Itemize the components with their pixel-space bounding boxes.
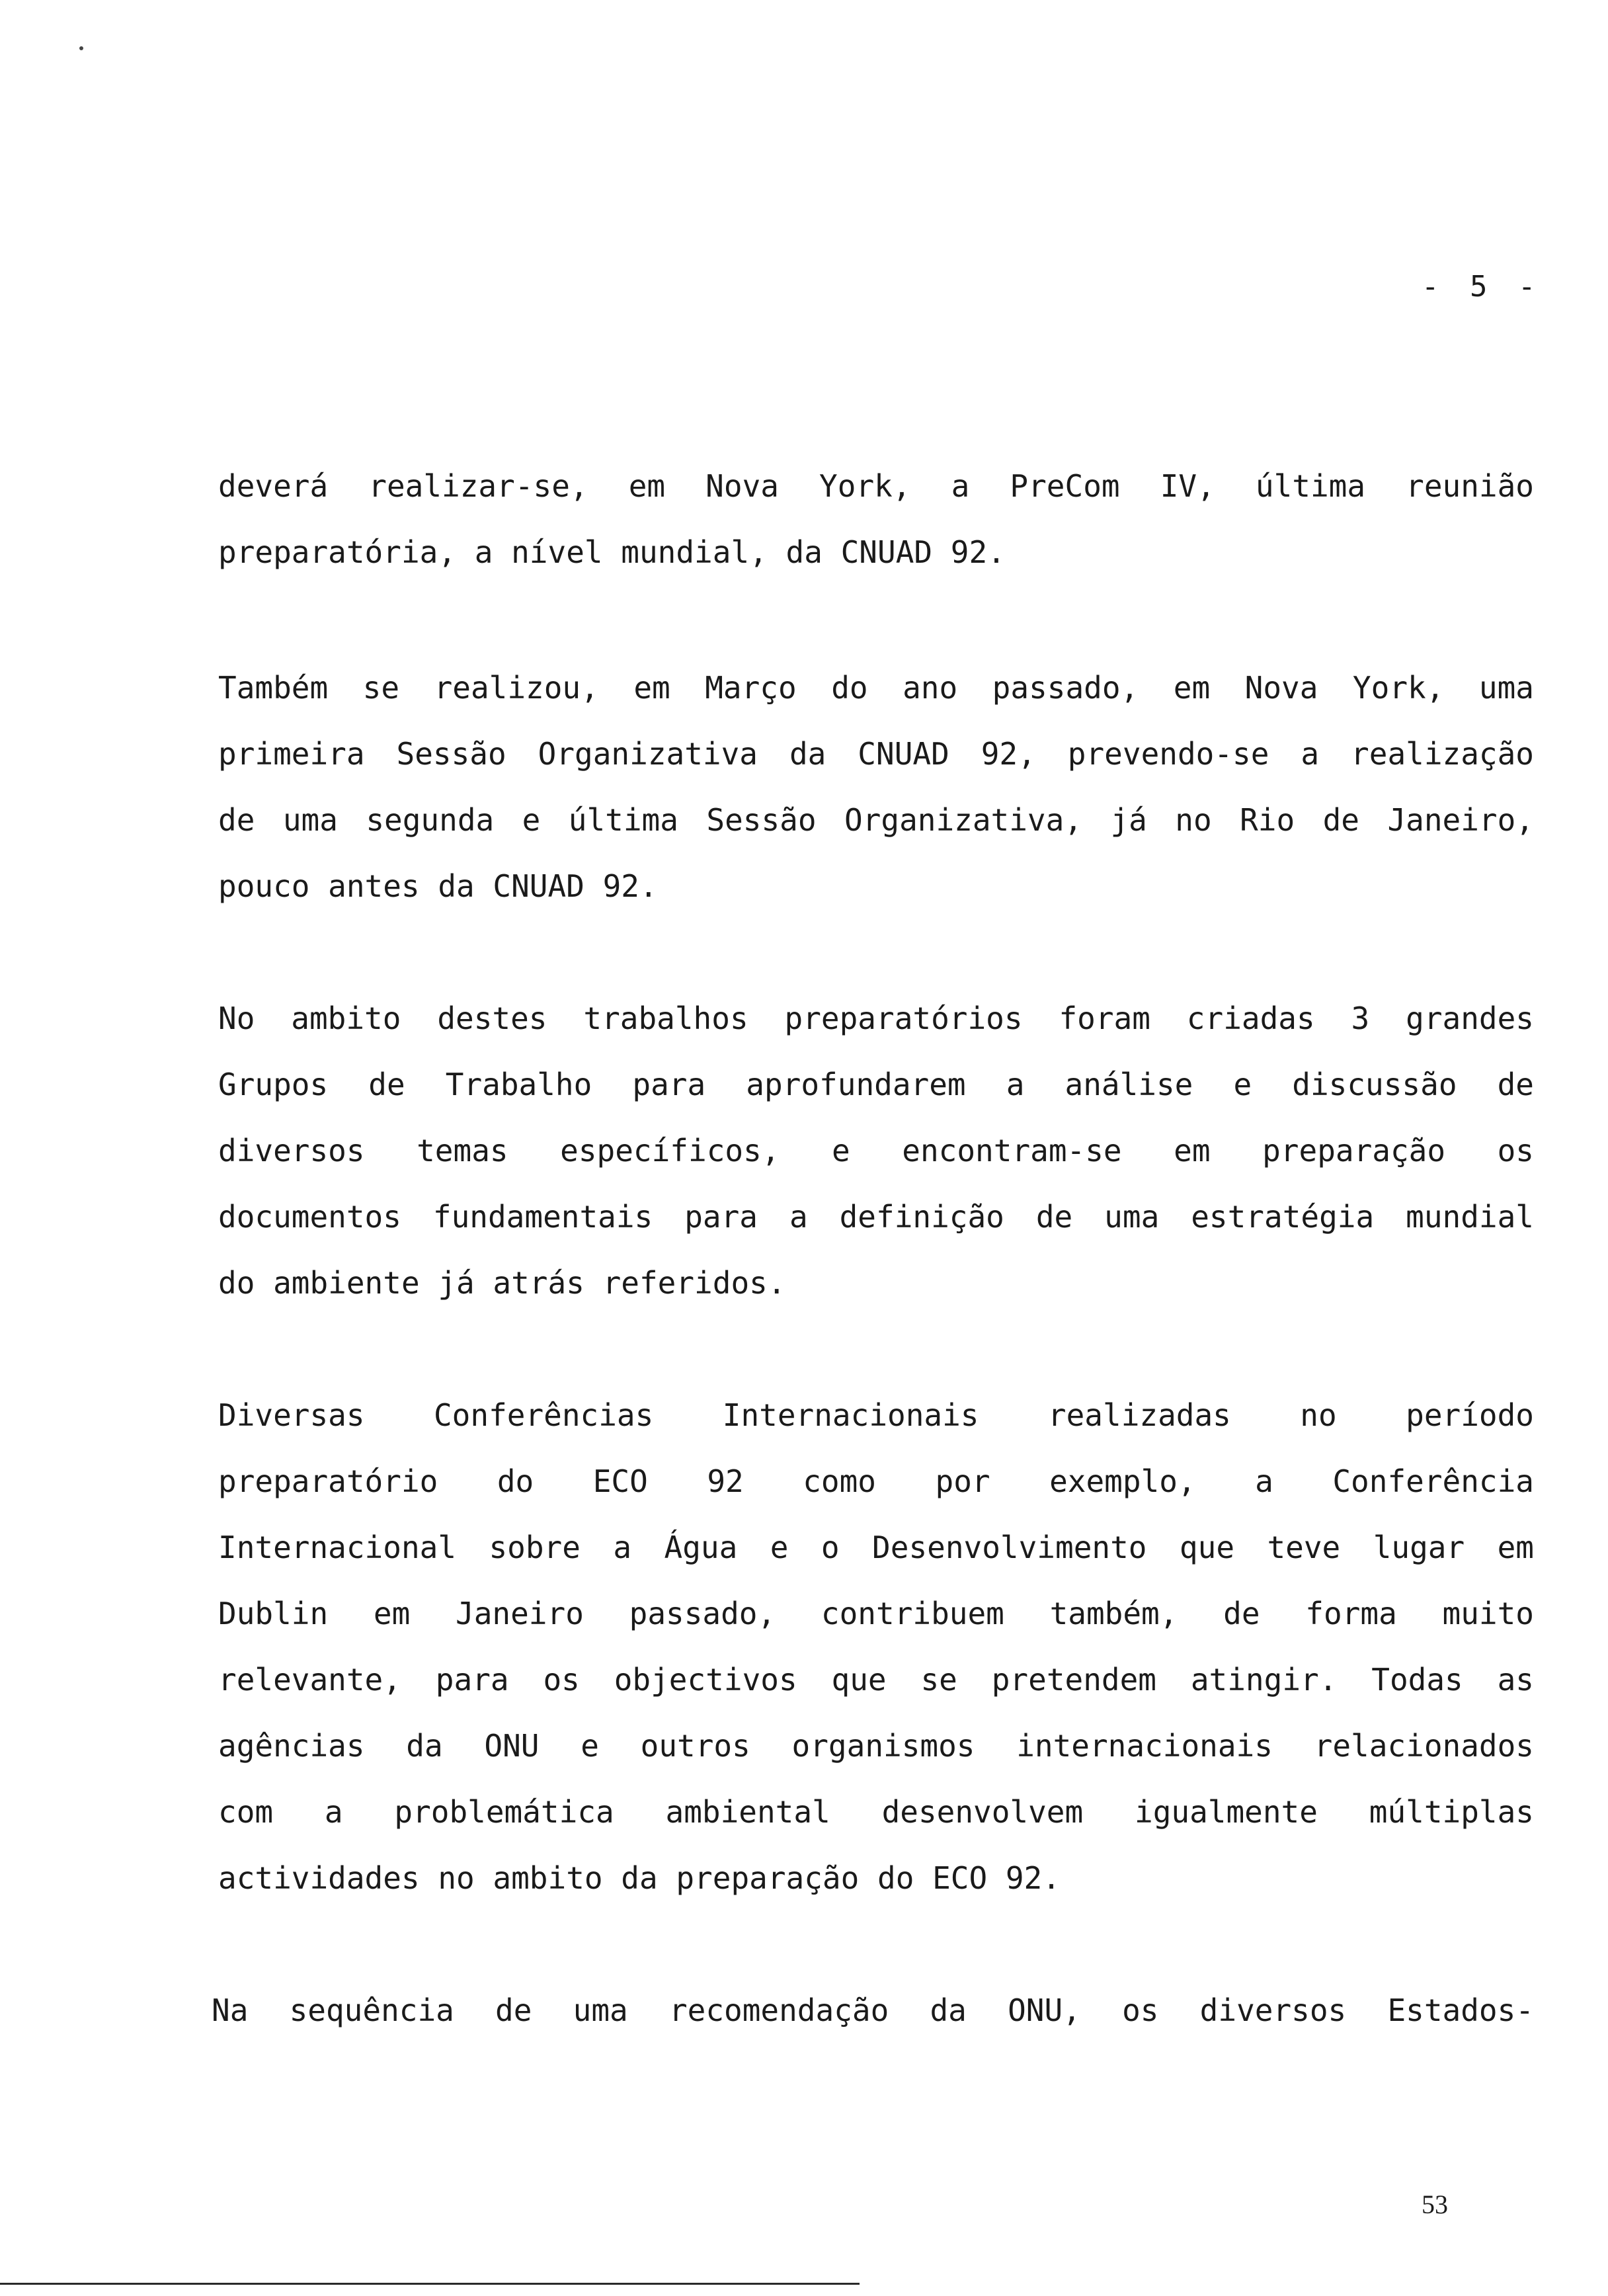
page-number: - 5 - [1422,270,1543,304]
paragraph-line: agências da ONU e outros organismos internacionais relacionados [218,1728,1534,1764]
paragraph-line: do ambiente já atrás referidos. [218,1265,786,1301]
paragraph-line: Grupos de Trabalho para aprofundarem a análise e discussão de [218,1067,1534,1102]
paragraph-line: Na sequência de uma recomendação da ONU, os diversos Estados- [212,1992,1534,2028]
paragraph-line: primeira Sessão Organizativa da CNUAD 92, prevendo-se a realização [218,736,1534,772]
bottom-rule [0,2283,860,2285]
paragraph-line: deverá realizar-se, em Nova York, a PreCom IV, última reunião [218,468,1534,504]
paragraph-line: de uma segunda e última Sessão Organizativa, já no Rio de Janeiro, [218,802,1534,838]
paragraph-line: com a problemática ambiental desenvolvem igualmente múltiplas [218,1794,1534,1830]
paragraph-line: No ambito destes trabalhos preparatórios foram criadas 3 grandes [218,1001,1534,1036]
paragraph-line: Internacional sobre a Água e o Desenvolvimento que teve lugar em [218,1530,1534,1565]
paragraph-line: preparatória, a nível mundial, da CNUAD 92. [218,534,1006,570]
paragraph-line: Dublin em Janeiro passado, contribuem também, de forma muito [218,1596,1534,1631]
scan-speck [79,46,83,50]
paragraph-line: documentos fundamentais para a definição de uma estratégia mundial [218,1199,1534,1235]
paragraph-line: Diversas Conferências Internacionais realizadas no período [218,1397,1534,1433]
paragraph-line: relevante, para os objectivos que se pretendem atingir. Todas as [218,1662,1534,1698]
paragraph-line: actividades no ambito da preparação do ECO 92. [218,1860,1061,1896]
paragraph-line: diversos temas específicos, e encontram-se em preparação os [218,1133,1534,1168]
paragraph-line: pouco antes da CNUAD 92. [218,868,658,904]
folio-number: 53 [1422,2190,1448,2219]
paragraph-line: Também se realizou, em Março do ano passado, em Nova York, uma [218,670,1534,706]
paragraph-line: preparatório do ECO 92 como por exemplo, a Conferência [218,1463,1534,1499]
